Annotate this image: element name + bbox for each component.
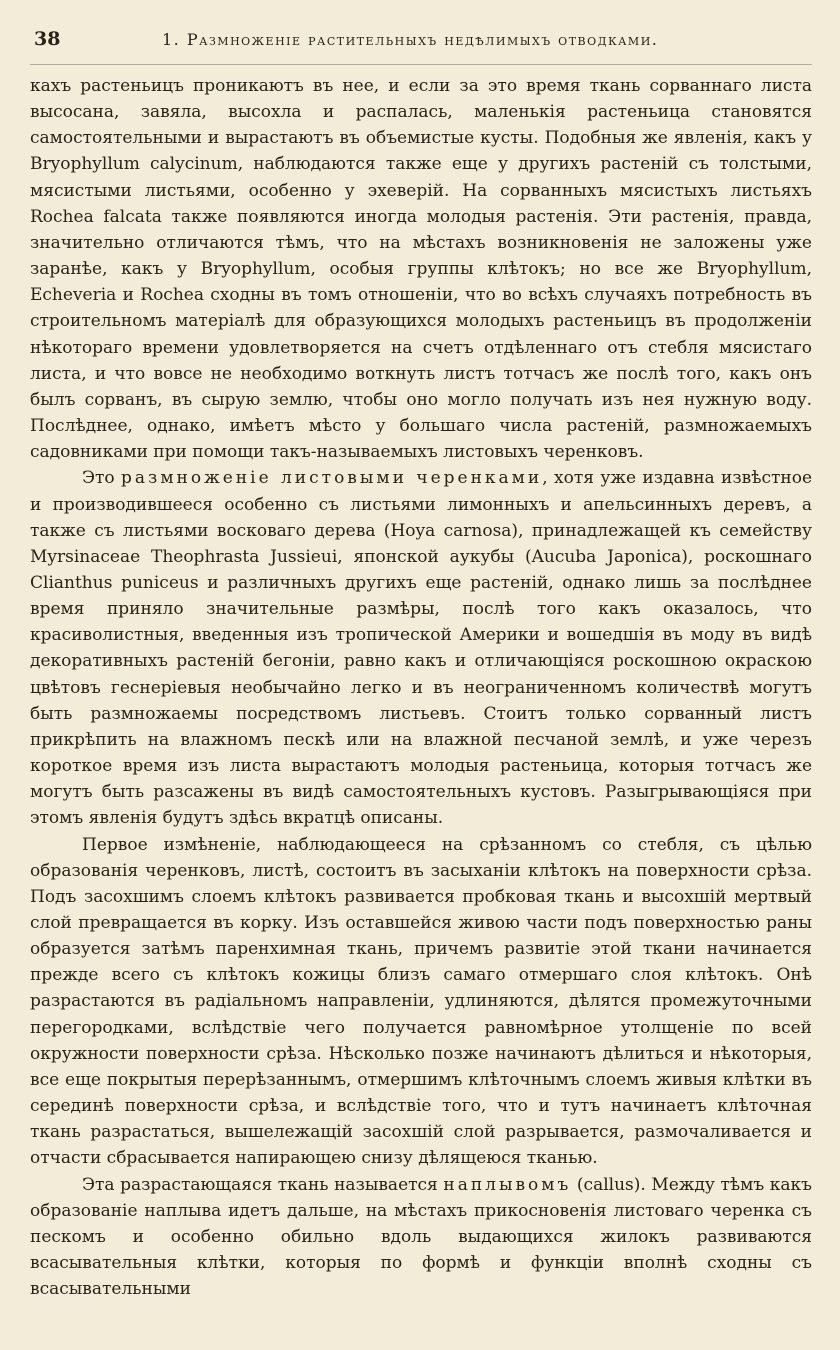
paragraph-text-lead: Это: [82, 468, 122, 489]
paragraph-text-rest: (callus). Между тѣмъ какъ образованіе наплыва идетъ дальше, на мѣстахъ прикосновенія листоваго черенка съ пескомъ и особенно обильно вдоль выдающихся жилокъ развиваются всасывательныя клѣтки, которыя по формѣ и функціи вполнѣ сходны съ всасывательными: [30, 1174, 812, 1300]
paragraph-text: Первое измѣненіе, наблюдающееся на срѣзанномъ со стебля, съ цѣлью образованія черенковъ, листѣ, состоитъ въ засыханіи клѣтокъ на поверхности срѣза. Подъ засохшимъ слоемъ клѣтокъ развивается пробковая ткань и высохшій мертвый слой превращается въ корку. Изъ оставшейся живою части подъ поверхностью раны образуется затѣмъ паренхимная ткань, причемъ развитіе этой ткани начинается прежде всего съ клѣтокъ кожицы близъ самаго отмершаго слоя клѣтокъ. Онѣ разрастаются въ радіальномъ направленіи, удлиняются, дѣлятся промежуточными перегородками, вслѣдствіе чего получается равномѣрное утолщеніе по всей окружности поверхности срѣза. Нѣсколько позже начинаютъ дѣлиться и нѣкоторыя, все еще покрытыя перерѣзаннымъ, отмершимъ клѣточнымъ слоемъ живыя клѣтки въ серединѣ поверхности срѣза, и вслѣдствіе того, что и тутъ начинаетъ клѣточная ткань разрастаться, вышележащій засохшій слой разрывается, размочаливается и отчасти сбрасывается напирающею снизу дѣлящеюся тканью.: [30, 834, 812, 1169]
emphasized-term: размноженіе листовыми черенками: [121, 468, 543, 489]
paragraph-leaf-cuttings: [30, 465, 812, 831]
paragraph-text-lead: Эта разрастающаяся ткань называется: [82, 1174, 444, 1195]
paragraph-continued: [30, 73, 812, 465]
paragraph-text-rest: , хотя уже издавна извѣстное и производившееся особенно съ листьями лимонныхъ и апельсинныхъ деревъ, а также съ листьями восковаго дерева (Hoya carnosa), принадлежащей къ семейству Myrsinaceae Theophrasta Jussieui, японской аукубы (Aucuba Japonica), роскошнаго Clianthus puniceus и различныхъ другихъ еще растеній, однако лишь за послѣднее время приняло значительные размѣры, послѣ того какъ оказалось, что красиволистныя, введенныя изъ тропической Америки и вошедшія въ моду въ видѣ декоративныхъ растеній бегоніи, равно какъ и отличающіяся роскошною окраскою цвѣтовъ геснеріевыя необычайно легко и въ неограниченномъ количествѣ могутъ быть размножаемы посредствомъ листьевъ. Стоитъ только сорванный листъ прикрѣпить на влажномъ пескѣ или на влажной песчаной землѣ, и уже черезъ короткое время изъ листа вырастаютъ молодыя растеньица, которыя тотчасъ же могутъ быть разсажены въ видѣ самостоятельныхъ кустовъ. Разыгрывающіяся при этомъ явленія будутъ здѣсь вкратцѣ описаны.: [30, 468, 813, 829]
emphasized-term: наплывомъ: [443, 1174, 572, 1195]
paragraph-callus: [30, 1172, 812, 1303]
page-number: 38: [34, 28, 61, 50]
book-page: [30, 28, 812, 1302]
body-text: [30, 73, 812, 1302]
page-header: [30, 28, 812, 65]
running-title: 1. Размноженіе растительныхъ недѣлимыхъ отводками.: [162, 30, 659, 49]
paragraph-text: кахъ растеньицъ проникаютъ въ нее, и если за это время ткань сорваннаго листа высосана, завяла, высохла и распалась, маленькія растеньица становятся самостоятельными и вырастаютъ въ объемистые кусты. Подобныя же явленія, какъ у Bryophyllum calycinum, наблюдаются также еще у другихъ растеній съ толстыми, мясистыми листьями, особенно у эхеверій. На сорванныхъ мясистыхъ листьяхъ Rochea falcata также появляются иногда молодыя растенія. Эти растенія, правда, значительно отличаются тѣмъ, что на мѣстахъ возникновенія не заложены уже заранѣе, какъ у Bryophyllum, особыя группы клѣтокъ; но все же Bryophyllum, Echeveria и Rochea сходны въ томъ отношеніи, что во всѣхъ случаяхъ потребность въ строительномъ матеріалѣ для образующихся молодыхъ растеньицъ въ продолженіи нѣкотораго времени удовлетворяется на счетъ отдѣленнаго отъ стебля мясистаго листа, и что вовсе не необходимо воткнуть листъ тотчасъ же послѣ того, какъ онъ былъ сорванъ, въ сырую землю, чтобы оно могло получать изъ нея нужную воду. Послѣднее, однако, имѣетъ мѣсто у большаго числа растеній, размножаемыхъ садовниками при помощи такъ-называемыхъ листовыхъ черенковъ.: [30, 76, 812, 463]
paragraph-first-change: [30, 832, 812, 1172]
